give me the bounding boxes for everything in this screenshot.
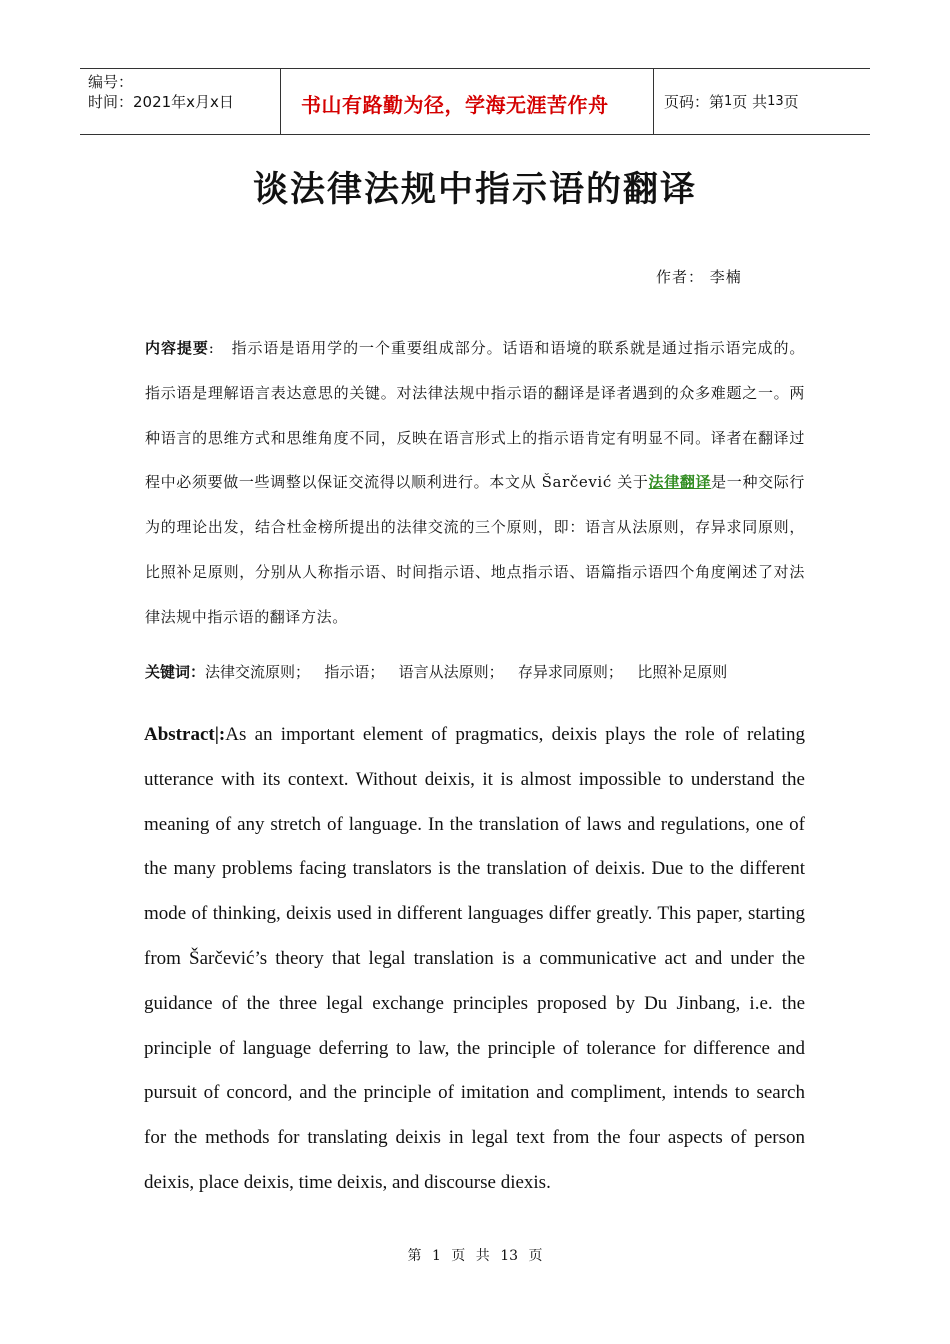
keywords-text: 法律交流原则； 指示语； 语言从法原则； 存异求同原则； 比照补足原则: [205, 663, 728, 681]
page-footer: 第 1 页 共 13 页: [407, 1248, 543, 1264]
page-prefix: 页码：第: [664, 93, 725, 111]
chinese-abstract: [145, 326, 805, 640]
page-number: 1: [724, 94, 733, 109]
abstract-zh-text-1: 指示语是语用学的一个重要组成部分。话语和语境的联系就是通过指示语完成的。指示语是理解语言表达意思的关键。对法律法规中指示语的翻译是译者遇到的众多难题之一。两种语言的思维方式和思维角度不同，反映在语言形式上的指示语肯定有明显不同。译者在翻译过程中必须要做一些调整以保证交流得以顺利进行。本文从 Šarčević 关于: [145, 339, 805, 492]
abstract-zh-text-2: 是一种交际行为的理论出发，结合杜金榜所提出的法律交流的三个原则，即：语言从法原则，存异求同原则，比照补足原则，分别从人称指示语、时间指示语、地点指示语、语篇指示语四个角度阐述了对法律法规中指示语的翻译方法。: [145, 473, 806, 626]
legal-translation-link[interactable]: 法律翻译: [648, 473, 712, 492]
header-motto-cell: [281, 69, 654, 134]
page-suffix: 页: [783, 93, 799, 111]
document-title: 谈法律法规中指示语的翻译: [252, 170, 697, 210]
date-label: 时间：2021年x月x日: [88, 93, 234, 111]
page-mid: 页 共: [732, 93, 768, 111]
abstract-en-label: Abstract|:: [144, 724, 226, 745]
abstract-zh-label: 内容提要: [145, 339, 209, 357]
number-label: 编号：: [88, 73, 134, 91]
header-page-info: [654, 69, 870, 134]
abstract-en-text: As an important element of pragmatics, deixis plays the role of relating utterance with its context. Without deixis, it is almost impossible to understand the meaning of any stretch of language. In the translation of laws and regulations, one of the many problems facing translators is the translation of deixis. Due to the different mode of thinking, deixis used in different languages differ greatly. This paper, starting from Šarčević’s theory that legal translation is a communicative act and under the guidance of the three legal exchange principles proposed by Du Jinbang, i.e. the principle of language deferring to law, the principle of tolerance for difference and pursuit of concord, and the principle of imitation and compliment, intends to search for the methods for translating deixis in legal text from the four aspects of person deixis, place deixis, time deixis, and discourse diexis.: [144, 724, 805, 1193]
abstract-zh-colon: :: [208, 339, 232, 357]
keywords-label: 关键词：: [145, 663, 206, 681]
header-meta: [80, 69, 281, 134]
keywords: [145, 657, 805, 687]
page-total: 13: [767, 94, 784, 109]
motto: 书山有路勤为径，学海无涯苦作舟: [301, 93, 609, 117]
document-header: [80, 68, 870, 135]
english-abstract: [144, 713, 805, 1206]
author: 作者： 李楠: [656, 268, 742, 286]
